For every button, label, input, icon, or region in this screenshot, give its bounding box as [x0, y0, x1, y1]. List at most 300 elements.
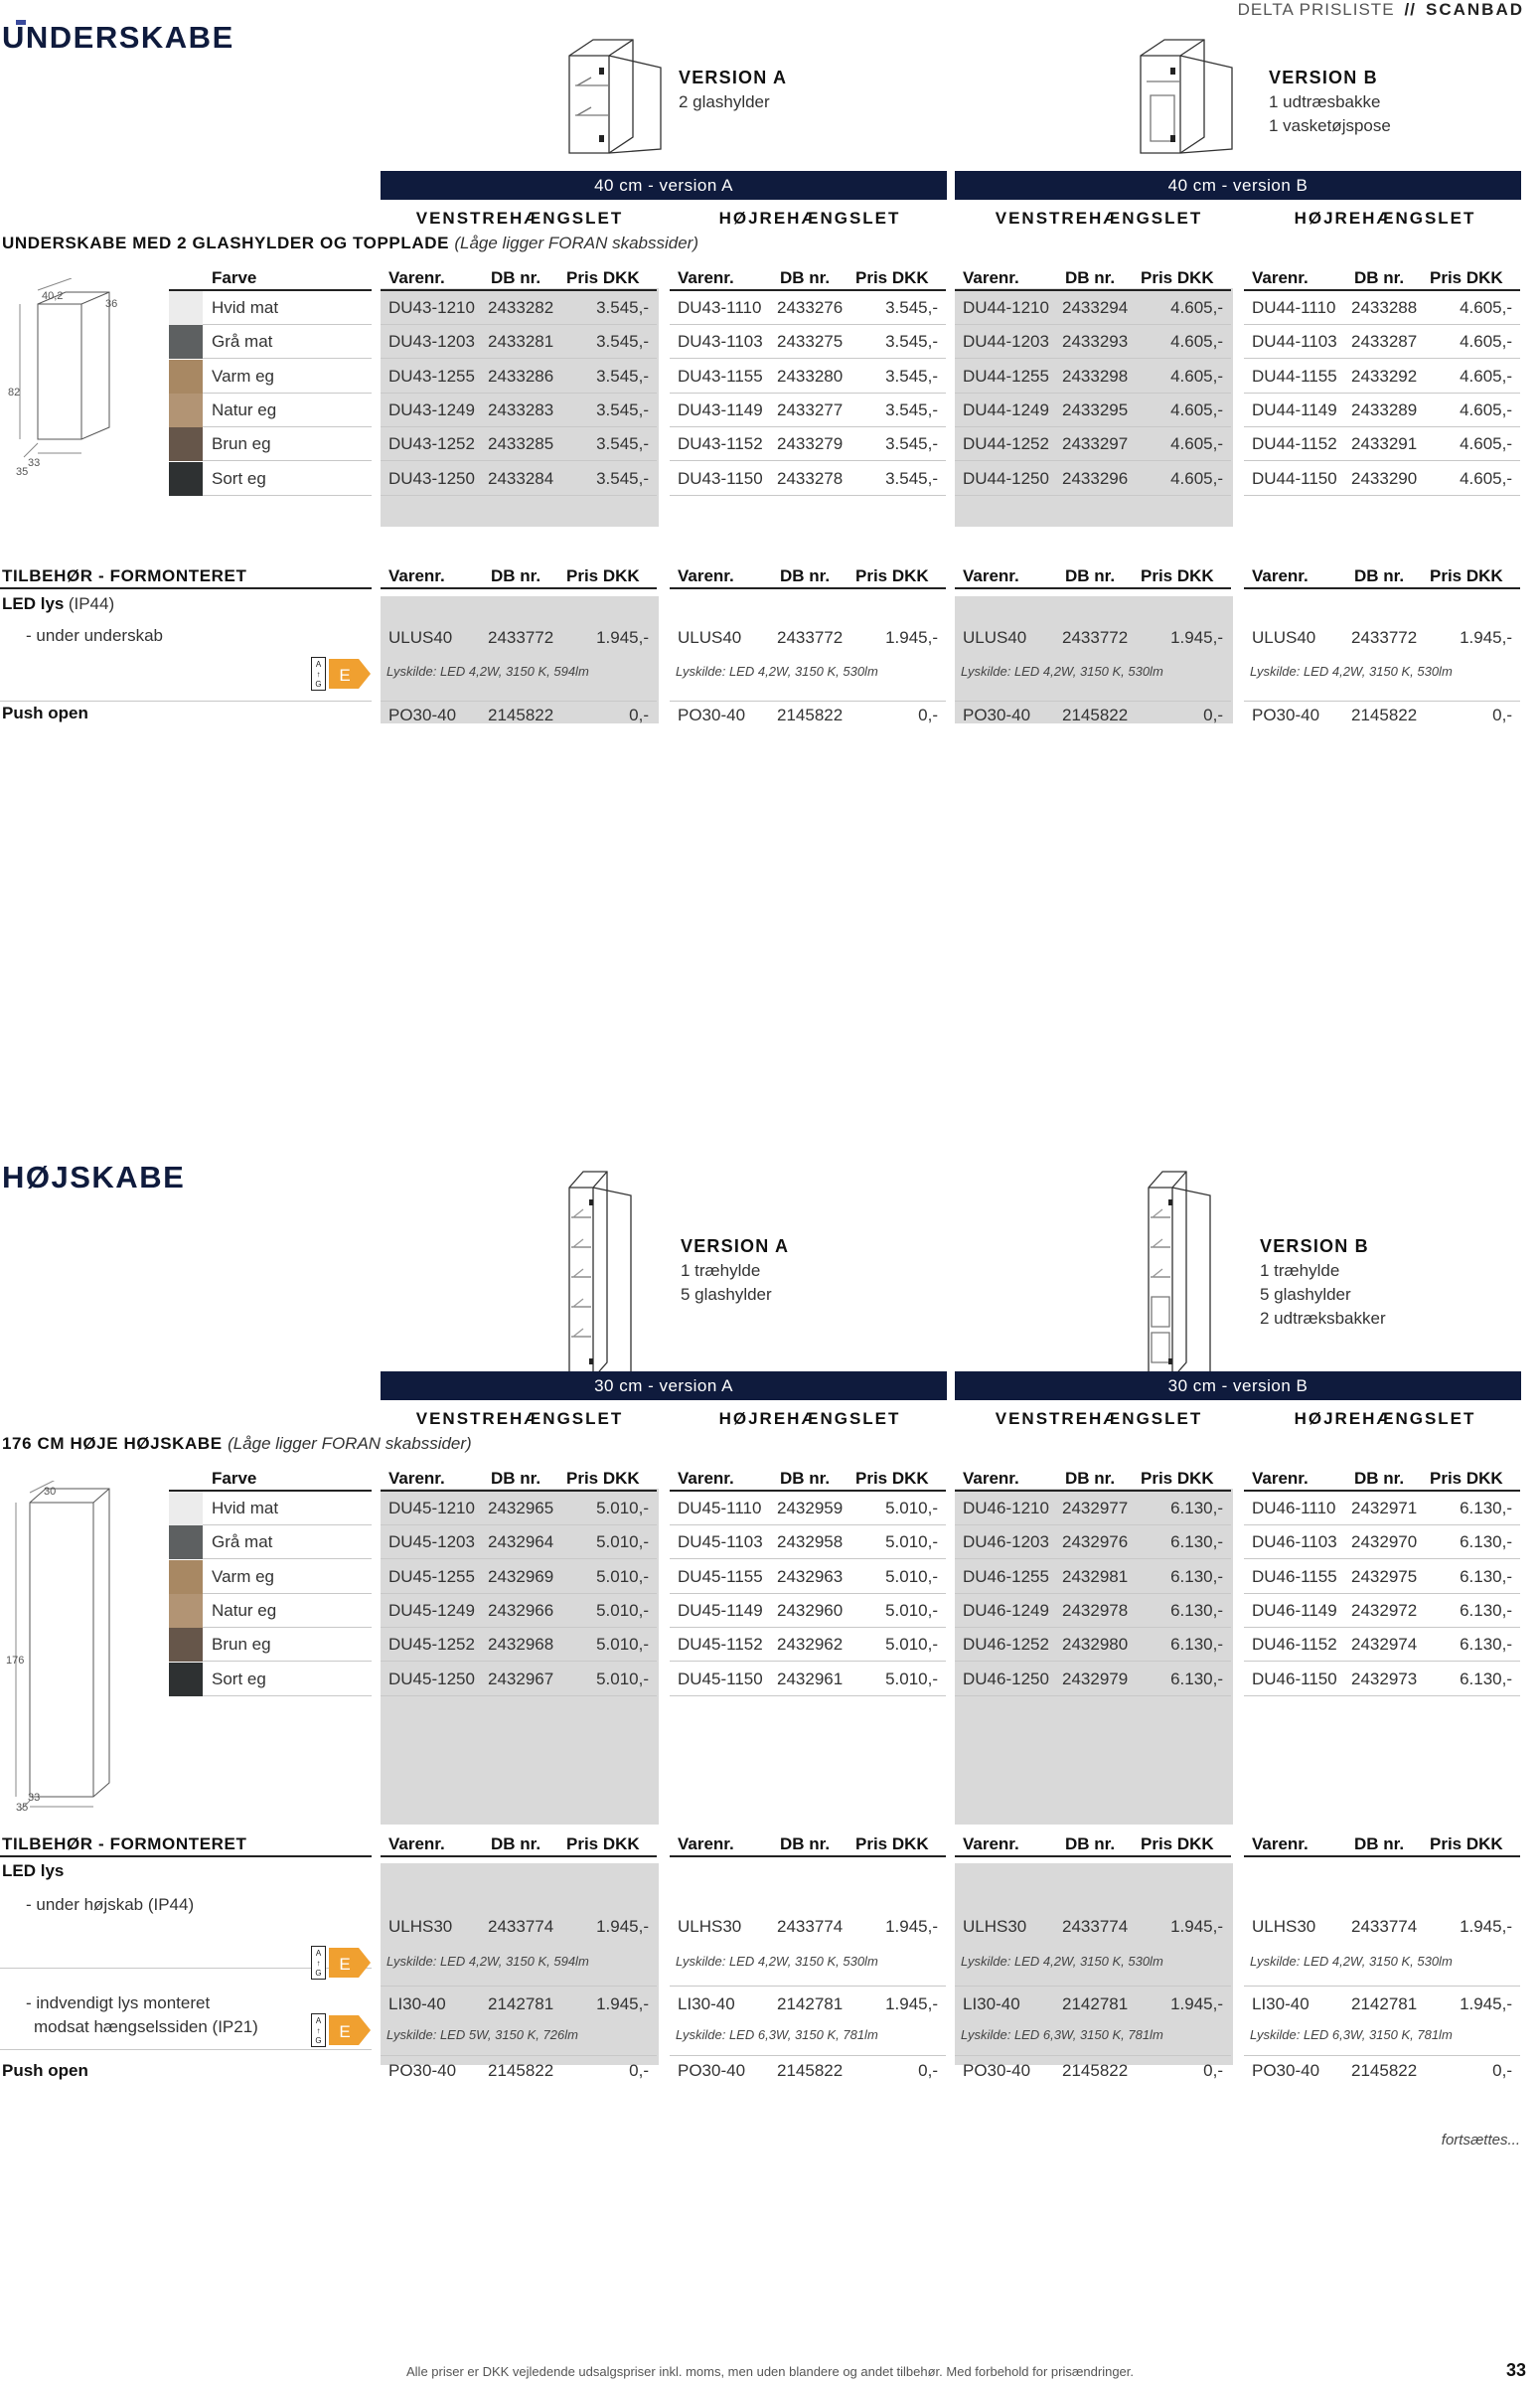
divider [670, 1524, 946, 1525]
item-number: DU46-1149 [1252, 1600, 1337, 1620]
price: 4.605,- [1460, 298, 1512, 317]
color-row [169, 462, 372, 496]
price: 4.605,- [1170, 298, 1223, 317]
color-row [169, 1525, 372, 1559]
dim-depth: 36 [105, 298, 118, 310]
side-label-left: VENSTREHÆNGSLET [995, 209, 1203, 228]
push-db-number: 2145822 [777, 2061, 844, 2080]
led-db-number: 2433772 [1351, 628, 1418, 647]
tall-cabinet-version-a-illustration [561, 1168, 681, 1386]
divider [670, 393, 946, 394]
price: 3.545,- [885, 298, 938, 317]
item-number: DU44-1210 [963, 298, 1049, 317]
col-header-varenr: Varenr. [678, 566, 734, 585]
db-number: 2432971 [1351, 1499, 1418, 1517]
divider [1244, 393, 1520, 394]
inside-light-label: - indvendigt lys monteret [26, 1993, 211, 2012]
divider [955, 1593, 1231, 1594]
color-swatch [169, 394, 203, 427]
energy-scale-arrow: ↑ [316, 2026, 321, 2035]
hojskabe-version-b-line: 2 udtræksbakker [1260, 1309, 1386, 1328]
divider [381, 289, 657, 291]
side-label-right: HØJREHÆNGSLET [718, 1409, 901, 1428]
item-number: DU45-1149 [678, 1600, 763, 1620]
led-sub-label: - under højskab (IP44) [26, 1895, 195, 1914]
item-number: DU44-1255 [963, 366, 1049, 386]
item-number: DU43-1110 [678, 298, 762, 317]
energy-class: E [339, 1955, 351, 1974]
divider [1244, 2055, 1520, 2056]
divider [381, 1661, 657, 1662]
divider [381, 426, 657, 427]
side-label-right: HØJREHÆNGSLET [1294, 209, 1476, 228]
energy-label-icon [311, 2013, 373, 2047]
price: 3.545,- [885, 366, 938, 386]
push-price: 0,- [1492, 2061, 1512, 2080]
lyskilde-note: Lyskilde: LED 6,3W, 3150 K, 781lm [961, 2027, 1163, 2042]
divider [670, 1490, 946, 1492]
col-header-varenr: Varenr. [1252, 1834, 1309, 1853]
push-db-number: 2145822 [1351, 2061, 1418, 2080]
col-header-pris: Pris DKK [1430, 1834, 1503, 1853]
divider [1244, 358, 1520, 359]
led-price: 1.945,- [596, 1917, 649, 1936]
dim-base-1: 33 [28, 457, 41, 469]
lyskilde-note: Lyskilde: LED 4,2W, 3150 K, 530lm [961, 664, 1163, 679]
underskabe-version-a-title: VERSION A [679, 68, 788, 87]
underskabe-group-title [2, 234, 698, 253]
gray-column [381, 596, 659, 723]
color-swatch [169, 462, 203, 496]
side-label-right: HØJREHÆNGSLET [718, 209, 901, 228]
inside-light-label: modsat hængselssiden (IP21) [34, 2017, 258, 2036]
header-separator: // [1404, 0, 1416, 19]
inside-light-item-number: LI30-40 [678, 1994, 735, 2013]
color-swatch [169, 1663, 203, 1696]
db-number: 2432960 [777, 1600, 844, 1620]
continued-note: fortsættes... [1441, 2132, 1520, 2148]
price: 4.605,- [1170, 366, 1223, 386]
db-number: 2432981 [1062, 1566, 1129, 1586]
divider [670, 701, 946, 702]
col-header-varenr: Varenr. [1252, 1469, 1309, 1488]
page-number: 33 [1505, 2360, 1526, 2380]
item-number: DU44-1149 [1252, 399, 1337, 419]
divider [955, 393, 1231, 394]
price: 3.545,- [885, 468, 938, 488]
db-number: 2432962 [777, 1635, 844, 1655]
price: 5.010,- [885, 1566, 938, 1586]
price: 5.010,- [885, 1499, 938, 1517]
divider [955, 1986, 1231, 1987]
underskabe-version-a-line: 2 glashylder [679, 92, 770, 111]
led-item-number: ULHS30 [963, 1917, 1027, 1936]
db-number: 2433287 [1351, 332, 1418, 352]
item-number: DU45-1103 [678, 1532, 763, 1552]
db-number: 2432964 [488, 1532, 554, 1552]
db-number: 2432959 [777, 1499, 844, 1517]
db-number: 2433285 [488, 434, 554, 454]
led-price: 1.945,- [1170, 1917, 1223, 1936]
dim-base-2: 35 [16, 1802, 29, 1814]
price: 6.130,- [1170, 1669, 1223, 1688]
color-row [169, 1663, 372, 1696]
divider [381, 1558, 657, 1559]
led-db-number: 2433774 [1351, 1917, 1418, 1936]
db-number: 2432969 [488, 1566, 554, 1586]
group-title-note: (Låge ligger FORAN skabssider) [454, 234, 699, 252]
item-number: DU45-1210 [388, 1499, 475, 1517]
led-item-number: ULUS40 [1252, 628, 1316, 647]
price: 6.130,- [1460, 1566, 1512, 1586]
db-number: 2433293 [1062, 332, 1129, 352]
hojskabe-version-a-line: 1 træhylde [681, 1261, 761, 1280]
inside-light-item-number: LI30-40 [1252, 1994, 1309, 2013]
db-number: 2433296 [1062, 468, 1129, 488]
col-header-varenr: Varenr. [1252, 268, 1309, 287]
side-label-left: VENSTREHÆNGSLET [415, 209, 624, 228]
item-number: DU46-1255 [963, 1566, 1049, 1586]
hojskabe-version-a-title: VERSION A [681, 1236, 790, 1256]
db-number: 2432967 [488, 1669, 554, 1688]
db-number: 2433286 [488, 366, 554, 386]
led-db-number: 2433774 [777, 1917, 844, 1936]
divider [955, 701, 1231, 702]
item-number: DU45-1255 [388, 1566, 475, 1586]
divider [955, 1490, 1231, 1492]
item-number: DU44-1152 [1252, 434, 1337, 454]
col-header-varenr: Varenr. [388, 1834, 445, 1853]
led-db-number: 2433772 [488, 628, 554, 647]
header-brand: SCANBAD [1426, 0, 1524, 19]
color-label: Varm eg [212, 366, 274, 386]
col-header-dbnr: DB nr. [1065, 566, 1116, 585]
db-number: 2432958 [777, 1532, 844, 1552]
push-item-number: PO30-40 [678, 2061, 746, 2080]
divider [0, 2049, 372, 2050]
led-db-number: 2433774 [488, 1917, 554, 1936]
farve-header: Farve [212, 268, 257, 287]
energy-scale-bottom: G [315, 2036, 322, 2045]
col-header-pris: Pris DKK [1141, 268, 1214, 287]
led-item-number: ULUS40 [963, 628, 1027, 647]
group-title-note: (Låge ligger FORAN skabssider) [228, 1434, 472, 1453]
color-row [169, 1492, 372, 1525]
divider [670, 289, 946, 291]
divider [381, 1627, 657, 1628]
col-header-dbnr: DB nr. [491, 1834, 541, 1853]
underskabe-version-b-title: VERSION B [1269, 68, 1378, 87]
inside-light-db-number: 2142781 [1351, 1994, 1418, 2013]
divider [381, 701, 657, 702]
price: 5.010,- [596, 1532, 649, 1552]
color-row [169, 291, 372, 325]
led-title: LED lys [2, 1861, 65, 1880]
price: 5.010,- [885, 1635, 938, 1655]
db-number: 2432980 [1062, 1635, 1129, 1655]
col-header-dbnr: DB nr. [780, 268, 831, 287]
energy-scale-bottom: G [315, 1969, 322, 1978]
db-number: 2432972 [1351, 1600, 1418, 1620]
divider [1244, 1627, 1520, 1628]
col-header-pris: Pris DKK [855, 1469, 929, 1488]
divider [0, 701, 372, 702]
db-number: 2433298 [1062, 366, 1129, 386]
price: 4.605,- [1460, 399, 1512, 419]
price: 4.605,- [1170, 399, 1223, 419]
divider [670, 1627, 946, 1628]
divider [955, 426, 1231, 427]
inside-light-price: 1.945,- [596, 1994, 649, 2013]
col-header-pris: Pris DKK [1141, 1834, 1214, 1853]
push-db-number: 2145822 [1062, 2061, 1129, 2080]
price: 3.545,- [596, 399, 649, 419]
item-number: DU44-1103 [1252, 332, 1337, 352]
section-title-hojskabe: HØJSKABE [2, 1160, 186, 1194]
energy-scale-arrow: ↑ [316, 670, 321, 679]
db-number: 2433295 [1062, 399, 1129, 419]
energy-scale-top: A [315, 660, 322, 669]
led-price: 1.945,- [1460, 1917, 1512, 1936]
color-label: Natur eg [212, 399, 277, 419]
col-header-varenr: Varenr. [678, 268, 734, 287]
color-swatch [169, 291, 203, 325]
divider [381, 1855, 657, 1857]
divider [381, 1695, 657, 1696]
header-label: DELTA PRISLISTE [1237, 0, 1395, 19]
divider [1244, 587, 1520, 589]
item-number: DU46-1155 [1252, 1566, 1337, 1586]
energy-label-icon [311, 657, 373, 691]
dim-width: 40,2 [42, 290, 64, 302]
divider [670, 2055, 946, 2056]
divider [955, 587, 1231, 589]
led-price: 1.945,- [885, 1917, 938, 1936]
price: 4.605,- [1170, 332, 1223, 352]
col-header-pris: Pris DKK [566, 566, 640, 585]
item-number: DU45-1150 [678, 1669, 763, 1688]
led-price: 1.945,- [1170, 628, 1223, 647]
divider [1244, 495, 1520, 496]
divider [955, 2055, 1231, 2056]
item-number: DU44-1252 [963, 434, 1049, 454]
inside-light-db-number: 2142781 [777, 1994, 844, 2013]
lyskilde-note: Lyskilde: LED 6,3W, 3150 K, 781lm [676, 2027, 878, 2042]
color-row [169, 427, 372, 461]
led-item-number: ULHS30 [1252, 1917, 1316, 1936]
push-item-number: PO30-40 [963, 2061, 1031, 2080]
col-header-dbnr: DB nr. [780, 1834, 831, 1853]
underskabe-acc-title: TILBEHØR - FORMONTERET [2, 566, 247, 585]
push-db-number: 2145822 [1351, 706, 1418, 724]
item-number: DU43-1249 [388, 399, 475, 419]
color-label: Varm eg [212, 1566, 274, 1586]
hojskabe-version-b-title: VERSION B [1260, 1236, 1369, 1256]
db-number: 2432965 [488, 1499, 554, 1517]
underskabe-dimension-drawing [2, 278, 131, 477]
item-number: DU43-1149 [678, 399, 763, 419]
led-db-number: 2433772 [1062, 628, 1129, 647]
divider [203, 1695, 372, 1696]
db-number: 2433277 [777, 399, 844, 419]
energy-class: E [339, 666, 351, 685]
hojskabe-version-b-line: 1 træhylde [1260, 1261, 1340, 1280]
col-header-varenr: Varenr. [963, 1834, 1019, 1853]
divider [670, 426, 946, 427]
col-header-varenr: Varenr. [1252, 566, 1309, 585]
col-header-pris: Pris DKK [566, 268, 640, 287]
divider [955, 358, 1231, 359]
color-label: Sort eg [212, 1669, 266, 1688]
item-number: DU44-1110 [1252, 298, 1336, 317]
divider [1244, 324, 1520, 325]
divider [381, 324, 657, 325]
price: 6.130,- [1170, 1499, 1223, 1517]
price: 5.010,- [885, 1669, 938, 1688]
hojskabe-group-title [2, 1434, 472, 1454]
push-db-number: 2145822 [777, 706, 844, 724]
item-number: DU46-1103 [1252, 1532, 1337, 1552]
push-price: 0,- [918, 2061, 938, 2080]
push-item-number: PO30-40 [388, 706, 457, 724]
divider [381, 1986, 657, 1987]
col-header-varenr: Varenr. [963, 566, 1019, 585]
push-item-number: PO30-40 [388, 2061, 457, 2080]
farve-header: Farve [212, 1469, 257, 1488]
price: 4.605,- [1460, 332, 1512, 352]
db-number: 2433290 [1351, 468, 1418, 488]
divider [670, 1855, 946, 1857]
price: 3.545,- [596, 366, 649, 386]
item-number: DU45-1152 [678, 1635, 763, 1655]
price: 3.545,- [596, 298, 649, 317]
energy-scale-top: A [315, 1949, 322, 1958]
price: 6.130,- [1170, 1635, 1223, 1655]
price: 3.545,- [596, 434, 649, 454]
item-number: DU46-1110 [1252, 1499, 1336, 1517]
side-label-left: VENSTREHÆNGSLET [995, 1409, 1203, 1428]
divider [670, 1558, 946, 1559]
divider [1244, 1695, 1520, 1696]
color-label: Grå mat [212, 332, 273, 352]
col-header-dbnr: DB nr. [1354, 1469, 1405, 1488]
color-label: Natur eg [212, 1600, 277, 1620]
divider [955, 1524, 1231, 1525]
lyskilde-note: Lyskilde: LED 5W, 3150 K, 726lm [386, 2027, 578, 2042]
push-price: 0,- [629, 706, 649, 724]
inside-light-item-number: LI30-40 [963, 1994, 1020, 2013]
divider [203, 495, 372, 496]
item-number: DU43-1203 [388, 332, 475, 352]
energy-scale-top: A [315, 2016, 322, 2025]
divider [955, 1558, 1231, 1559]
col-header-pris: Pris DKK [855, 268, 929, 287]
divider [670, 1661, 946, 1662]
divider [381, 1490, 657, 1492]
divider [381, 393, 657, 394]
col-header-pris: Pris DKK [1141, 1469, 1214, 1488]
hojskabe-dimension-drawing [2, 1481, 131, 1819]
col-header-dbnr: DB nr. [491, 268, 541, 287]
item-number: DU43-1152 [678, 434, 763, 454]
led-item-number: ULHS30 [388, 1917, 453, 1936]
db-number: 2433282 [488, 298, 554, 317]
price: 5.010,- [596, 1499, 649, 1517]
db-number: 2432973 [1351, 1669, 1418, 1688]
db-number: 2432974 [1351, 1635, 1418, 1655]
led-title [2, 594, 114, 614]
section-title-underskabe: UNDERSKABE [2, 20, 234, 55]
divider [955, 495, 1231, 496]
db-number: 2432979 [1062, 1669, 1129, 1688]
db-number: 2433284 [488, 468, 554, 488]
led-ip: (IP44) [68, 594, 115, 613]
col-header-dbnr: DB nr. [1065, 1469, 1116, 1488]
db-number: 2433278 [777, 468, 844, 488]
col-header-pris: Pris DKK [855, 1834, 929, 1853]
led-item-number: ULHS30 [678, 1917, 742, 1936]
item-number: DU44-1203 [963, 332, 1049, 352]
item-number: DU46-1203 [963, 1532, 1049, 1552]
led-sub-label: - under underskab [26, 626, 163, 645]
inside-light-db-number: 2142781 [488, 1994, 554, 2013]
col-header-varenr: Varenr. [388, 566, 445, 585]
divider [381, 1524, 657, 1525]
color-swatch [169, 1594, 203, 1628]
col-header-dbnr: DB nr. [1354, 268, 1405, 287]
item-number: DU44-1155 [1252, 366, 1337, 386]
item-number: DU45-1203 [388, 1532, 475, 1552]
col-header-pris: Pris DKK [1430, 1469, 1503, 1488]
db-number: 2433280 [777, 366, 844, 386]
divider [381, 495, 657, 496]
db-number: 2432978 [1062, 1600, 1129, 1620]
push-price: 0,- [1203, 2061, 1223, 2080]
cabinet-version-a-illustration [561, 38, 676, 162]
divider [955, 1627, 1231, 1628]
divider [670, 460, 946, 461]
energy-class: E [339, 2022, 351, 2041]
hojskabe-version-a-line: 5 glashylder [681, 1285, 772, 1304]
col-header-varenr: Varenr. [388, 1469, 445, 1488]
price: 6.130,- [1460, 1499, 1512, 1517]
db-number: 2433279 [777, 434, 844, 454]
divider [1244, 701, 1520, 702]
color-swatch [169, 1492, 203, 1525]
push-db-number: 2145822 [488, 2061, 554, 2080]
color-label: Hvid mat [212, 1499, 279, 1517]
push-price: 0,- [1203, 706, 1223, 724]
item-number: DU46-1252 [963, 1635, 1049, 1655]
db-number: 2432966 [488, 1600, 554, 1620]
underskabe-bar-a: 40 cm - version A [381, 171, 947, 200]
lyskilde-note: Lyskilde: LED 6,3W, 3150 K, 781lm [1250, 2027, 1453, 2042]
db-number: 2432975 [1351, 1566, 1418, 1586]
dim-width: 30 [44, 1486, 57, 1498]
inside-light-item-number: LI30-40 [388, 1994, 446, 2013]
energy-scale-bottom: G [315, 680, 322, 689]
price: 6.130,- [1460, 1669, 1512, 1688]
price: 6.130,- [1460, 1600, 1512, 1620]
price: 6.130,- [1170, 1566, 1223, 1586]
color-label: Hvid mat [212, 298, 279, 317]
price: 6.130,- [1170, 1532, 1223, 1552]
divider [1244, 1855, 1520, 1857]
divider [381, 1593, 657, 1594]
col-header-dbnr: DB nr. [1065, 1834, 1116, 1853]
dim-height: 176 [6, 1655, 25, 1667]
footnote: Alle priser er DKK vejledende udsalgspriser inkl. moms, men uden blandere og andet tilbehør. Med forbehold for prisændringer. [406, 2364, 1134, 2379]
